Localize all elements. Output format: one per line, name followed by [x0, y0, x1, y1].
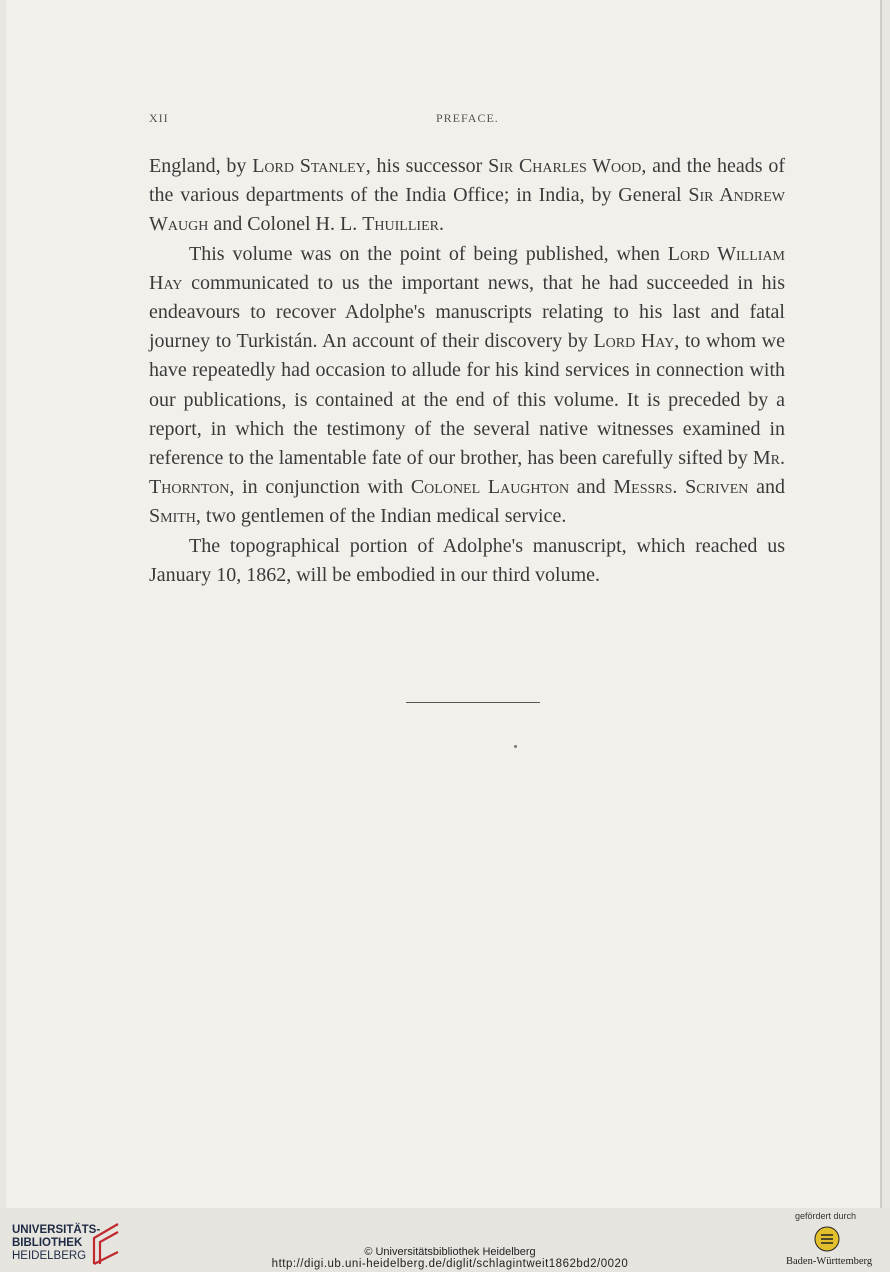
state-name: Baden-Württemberg [786, 1256, 873, 1267]
running-head [6, 111, 880, 127]
text-run: and Colonel H. L. [208, 213, 363, 236]
ink-speck [514, 745, 517, 748]
book-page [6, 0, 882, 1208]
library-name-line1: UNIVERSITÄTS- [12, 1224, 101, 1236]
proper-name: Smith [149, 505, 196, 528]
digitization-footer [0, 1208, 890, 1272]
funded-by-label: gefördert durch [795, 1211, 857, 1221]
body-text [149, 152, 785, 590]
text-run: and [748, 476, 785, 499]
running-title: PREFACE. [436, 111, 499, 125]
paragraph [149, 152, 785, 240]
proper-name: Messrs. Scriven [613, 476, 749, 499]
paragraph [149, 240, 785, 532]
text-run: This volume was on the point of being published, when [189, 242, 668, 265]
proper-name: Sir Charles Wood [488, 155, 642, 177]
text-run: and [569, 476, 614, 499]
section-rule [406, 702, 540, 703]
page-number: XII [149, 111, 169, 125]
permalink-url[interactable]: http://digi.ub.uni-heidelberg.de/diglit/schlagintweit1862bd2/0020 [271, 1258, 629, 1270]
copyright-notice: © Universitätsbibliothek Heidelberg [364, 1246, 536, 1258]
text-run: England, by [149, 155, 253, 177]
proper-name: Mr. Thornton [149, 447, 785, 499]
paragraph [149, 532, 785, 590]
library-logo-icon [88, 1218, 124, 1268]
state-coat-of-arms-icon [814, 1226, 840, 1252]
library-name-line3: HEIDELBERG [12, 1250, 87, 1262]
text-run: , and the heads of the various departments of the India Office; in India, by General [149, 155, 785, 207]
text-run: , to whom we have repeatedly had occasion to allude for his kind services in connection with our publications, is contained at the end of this volume. It is preceded by a report, in which the testimony of the several native witnesses examined in reference to the lamentable fate of our brother, has been carefully sifted by [149, 330, 785, 470]
text-run: , his successor [365, 155, 489, 177]
text-run: , two gentlemen of the Indian medical service. [195, 505, 567, 528]
proper-name: Lord Stanley [252, 155, 366, 177]
proper-name: Lord Hay [593, 330, 675, 353]
proper-name: Sir Andrew Waugh [149, 184, 785, 236]
proper-name: Thuillier [362, 213, 439, 236]
text-run: , in conjunction with [229, 476, 411, 499]
proper-name: Colonel Laughton [410, 476, 570, 499]
text-run: communicated to us the important news, that he had succeeded in his endeavours to recover Adolphe's manuscripts relating to his last and fatal journey to Turkistán. An account of their discovery by [149, 271, 785, 353]
library-name [12, 1224, 100, 1263]
library-name-line2: BIBLIOTHEK [12, 1237, 83, 1249]
text-run: The topographical portion of Adolphe's manuscript, which reached us January 10, 1862, will be embodied in our third volume. [149, 534, 785, 586]
proper-name: Lord William Hay [149, 242, 785, 294]
text-run: . [438, 213, 444, 236]
